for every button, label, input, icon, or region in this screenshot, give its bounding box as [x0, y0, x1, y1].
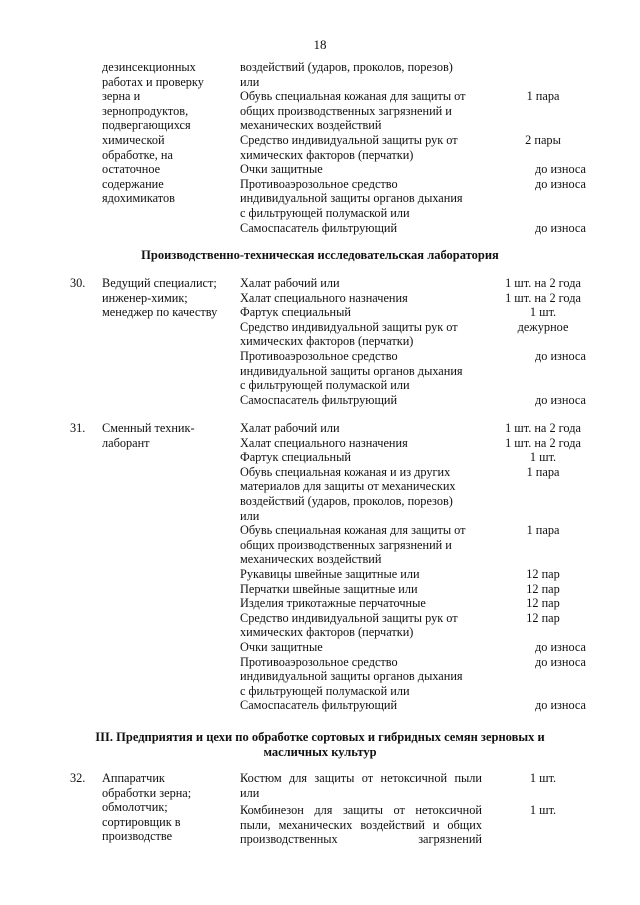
- norm-value: 1 шт. на 2 года: [505, 435, 581, 450]
- ppe-list: [0, 771, 640, 847]
- occupation-line: работах и проверку: [102, 74, 204, 89]
- norm-value: 1 шт. на 2 года: [505, 421, 581, 435]
- ppe-item: Рукавицы швейные защитные или 12 пар: [240, 567, 482, 582]
- occupation-line: ядохимикатов: [102, 191, 175, 206]
- norm-value: 1 шт.: [529, 305, 557, 320]
- section-heading-line: масличных культур: [263, 745, 377, 759]
- norm-value: 1 пара: [526, 464, 560, 479]
- ppe-item: Противоаэрозольное средство индивидуальной защиты органов дыхания с фильтрующей полумаской или до износа: [240, 176, 586, 220]
- ppe-item: Противоаэрозольное средство индивидуальной защиты органов дыхания с фильтрующей полумаской или до износа: [240, 348, 586, 393]
- norm-value: 1 шт. на 2 года: [505, 290, 581, 305]
- norm-value: до износа: [534, 162, 586, 177]
- norm-value: до износа: [534, 654, 586, 669]
- section-heading-line: III. Предприятия и цехи по обработке сортовых и гибридных семян зерновых и: [95, 730, 545, 744]
- ppe-item: Халат специального назначения 1 шт. на 2 года: [240, 436, 482, 451]
- ppe-item: Комбинезон для защиты от нетоксичной пыли, механических воздействий и общих производственных загрязнений 1 шт.: [240, 803, 482, 847]
- norm-value: до износа: [534, 176, 586, 191]
- occupation-line: содержание: [102, 176, 164, 191]
- norm-value: 1 шт.: [529, 771, 557, 785]
- norm-value: 1 шт.: [529, 450, 557, 465]
- continued-entry: [0, 60, 640, 235]
- norm-value: 1 шт. на 2 года: [505, 276, 581, 290]
- occupation: Сменный техник- лаборант: [102, 421, 195, 450]
- entry-number: 31.: [70, 421, 86, 435]
- occupation-line: остаточное: [102, 162, 161, 177]
- ppe-item: Самоспасатель фильтрующий до износа: [240, 392, 586, 407]
- norm-value: 12 пар: [526, 596, 560, 611]
- ppe-item: Халат рабочий или 1 шт. на 2 года: [240, 421, 482, 436]
- ppe-item: воздействий (ударов, проколов, порезов) или: [240, 60, 453, 89]
- occupation: Аппаратчик обработки зерна; обмолотчик; сортировщик в производстве: [102, 771, 192, 844]
- norm-value: 1 шт.: [529, 803, 557, 818]
- ppe-list: [0, 421, 640, 713]
- occupation-line: обработке, на: [102, 147, 173, 162]
- ppe-item: Средство индивидуальной защиты рук от химических факторов (перчатки) 2 пары: [240, 133, 482, 162]
- ppe-item: Костюм для защиты от нетоксичной пыли или 1 шт.: [240, 771, 482, 800]
- ppe-item: Обувь специальная кожаная для защиты от общих производственных загрязнений и механических воздействий 1 пара: [240, 523, 482, 567]
- entry-31: [0, 421, 640, 713]
- occupation: Ведущий специалист; инженер-химик; менеджер по качеству: [102, 276, 218, 320]
- norm-value: 12 пар: [526, 581, 560, 596]
- section-heading-lab: Производственно-техническая исследовательская лаборатория: [141, 248, 499, 262]
- ppe-item: Противоаэрозольное средство индивидуальной защиты органов дыхания с фильтрующей полумаской или до износа: [240, 654, 586, 698]
- ppe-item: Изделия трикотажные перчаточные 12 пар: [240, 596, 482, 611]
- entry-number: 30.: [70, 276, 86, 290]
- norm-value: 2 пары: [525, 132, 561, 147]
- norm-value: дежурное: [517, 319, 569, 334]
- ppe-item: Халат рабочий или 1 шт. на 2 года: [240, 276, 482, 291]
- occupation-line: дезинсекционных: [102, 60, 196, 74]
- ppe-item: Обувь специальная кожаная и из других материалов для защиты от механических воздействий (ударов, проколов, порезов) или 1 пара: [240, 465, 482, 523]
- ppe-item: Фартук специальный 1 шт.: [240, 450, 482, 465]
- norm-value: до износа: [534, 639, 586, 654]
- norm-value: 1 пара: [526, 523, 560, 538]
- norm-value: 12 пар: [526, 566, 560, 581]
- ppe-item: Средство индивидуальной защиты рук от химических факторов (перчатки) дежурное: [240, 320, 482, 349]
- norm-value: до износа: [534, 348, 586, 363]
- page-number: 18: [313, 37, 327, 52]
- norm-value: до износа: [534, 698, 586, 713]
- ppe-item: Самоспасатель фильтрующий до износа: [240, 220, 586, 235]
- occupation-line: подвергающихся: [102, 118, 191, 133]
- entry-30: [0, 276, 640, 407]
- section-heading-iii: [0, 730, 640, 760]
- ppe-list: [0, 276, 640, 407]
- norm-value: 1 пара: [526, 89, 560, 104]
- ppe-item: Фартук специальный 1 шт.: [240, 305, 482, 320]
- occupation-line: химической: [102, 132, 165, 147]
- occupation-line: зерна и: [102, 89, 141, 104]
- entry-32: [0, 771, 640, 847]
- entry-number: 32.: [70, 771, 86, 785]
- ppe-list: [0, 60, 640, 235]
- ppe-item: Самоспасатель фильтрующий до износа: [240, 698, 586, 713]
- ppe-item: Халат специального назначения 1 шт. на 2 года: [240, 291, 482, 306]
- ppe-item: Перчатки швейные защитные или 12 пар: [240, 582, 482, 597]
- norm-value: 12 пар: [526, 610, 560, 625]
- ppe-item: Обувь специальная кожаная для защиты от общих производственных загрязнений и механических воздействий 1 пара: [240, 89, 482, 133]
- norm-value: до износа: [534, 392, 586, 407]
- norm-value: до износа: [534, 220, 586, 235]
- occupation-line: зернопродуктов,: [102, 103, 189, 118]
- ppe-item: Средство индивидуальной защиты рук от химических факторов (перчатки) 12 пар: [240, 611, 482, 640]
- ppe-item: Очки защитные до износа: [240, 639, 586, 654]
- ppe-item: Очки защитные до износа: [240, 162, 586, 177]
